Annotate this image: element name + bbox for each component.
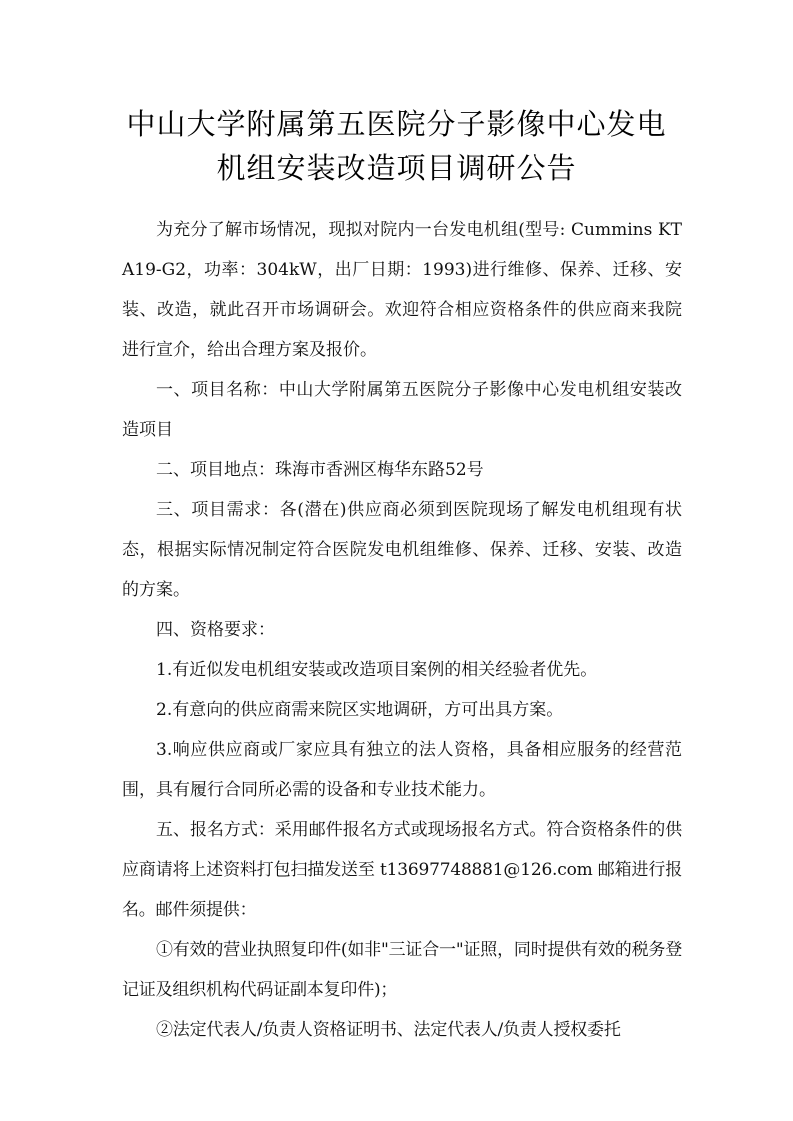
qualification-item-3: 3.响应供应商或厂家应具有独立的法人资格，具备相应服务的经营范围，具有履行合同所必需的设备和专业技术能力。	[122, 740, 682, 800]
document-body	[122, 210, 682, 1050]
document-requirement-item-2: ②法定代表人/负责人资格证明书、法定代表人/负责人授权委托	[156, 1020, 621, 1040]
project-name-paragraph: 一、项目名称：中山大学附属第五医院分子影像中心发电机组安装改造项目	[122, 380, 682, 440]
qualification-item-1: 1.有近似发电机组安装或改造项目案例的相关经验者优先。	[156, 660, 598, 680]
document-title-line-2: 机组安装改造项目调研公告	[216, 151, 577, 185]
qualification-item-2: 2.有意向的供应商需来院区实地调研，方可出具方案。	[156, 700, 564, 720]
project-location-paragraph: 二、项目地点：珠海市香洲区梅华东路52号	[156, 460, 484, 480]
document-requirement-item-1: ①有效的营业执照复印件(如非"三证合一"证照，同时提供有效的税务登记证及组织机构代码证副本复印件)；	[122, 940, 682, 1000]
document-title-line-1: 中山大学附属第五医院分子影像中心发电	[126, 107, 667, 141]
project-requirement-paragraph: 三、项目需求：各(潜在)供应商必须到医院现场了解发电机组现有状态，根据实际情况制定符合医院发电机组维修、保养、迁移、安装、改造的方案。	[122, 500, 682, 600]
intro-paragraph: 为充分了解市场情况，现拟对院内一台发电机组(型号: Cummins KTA19-G2，功率：304kW，出厂日期：1993)进行维修、保养、迁移、安装、改造，就此召开市场调研会。欢迎符合相应资格条件的供应商来我院进行宣介，给出合理方案及报价。	[122, 220, 682, 360]
qualification-heading: 四、资格要求：	[156, 620, 275, 640]
registration-method-paragraph: 五、报名方式：采用邮件报名方式或现场报名方式。符合资格条件的供应商请将上述资料打包扫描发送至 t13697748881@126.com 邮箱进行报名。邮件须提供：	[122, 820, 682, 920]
